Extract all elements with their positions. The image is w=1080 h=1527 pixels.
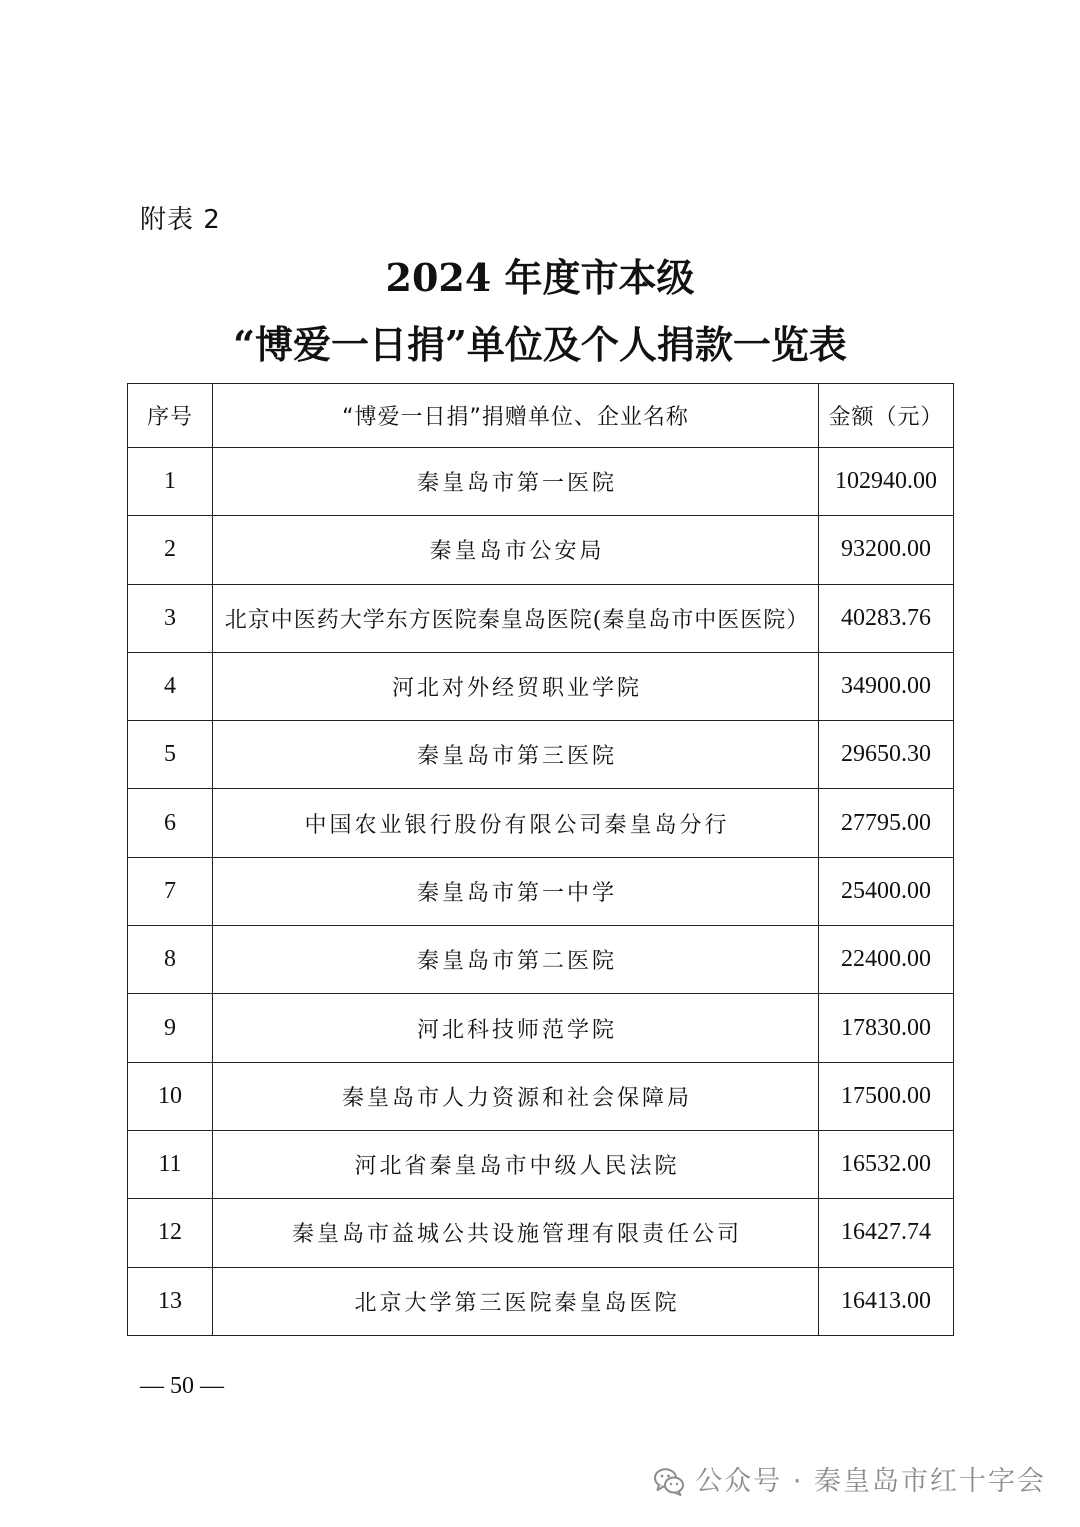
table-row [128,516,954,584]
donation-amount: 16413.00 [819,1267,954,1335]
page-title-line-1: 2024 年度市本级 [385,255,695,300]
watermark-text: 公众号 · 秦皇岛市红十字会 [695,1466,1046,1497]
donor-name: 河北对外经贸职业学院 [391,676,642,702]
table-row [128,789,954,857]
donor-name-cell [213,1199,819,1267]
appendix-label: 附表 2 [140,205,221,235]
serial-number: 3 [128,584,213,652]
donor-name: 河北科技师范学院 [416,1017,617,1043]
serial-number: 5 [128,721,213,789]
donation-amount: 27795.00 [819,789,954,857]
table-row [128,994,954,1062]
donation-amount: 16532.00 [819,1130,954,1198]
donor-name-cell [213,448,819,516]
table-row [128,857,954,925]
page-title-line-2: “博爱一日捐”单位及个人捐款一览表 [233,322,847,367]
serial-number: 9 [128,994,213,1062]
donation-amount: 29650.30 [819,721,954,789]
donor-name: 北京中医药大学东方医院秦皇岛医院(秦皇岛市中医医院） [224,607,810,633]
donation-table [127,383,954,1336]
serial-number: 2 [128,516,213,584]
table-row [128,926,954,994]
donor-name: 河北省秦皇岛市中级人民法院 [354,1154,680,1180]
serial-number: 13 [128,1267,213,1335]
serial-number: 6 [128,789,213,857]
column-header-donor-name: “博爱一日捐”捐赠单位、企业名称 [213,384,819,448]
column-header-amount: 金额（元） [819,384,954,448]
donor-name-cell [213,1062,819,1130]
donor-name: 秦皇岛市人力资源和社会保障局 [341,1085,692,1111]
table-row [128,1062,954,1130]
donor-name-cell [213,652,819,720]
donation-amount: 22400.00 [819,926,954,994]
watermark [653,1462,1046,1502]
donor-name: 秦皇岛市益城公共设施管理有限责任公司 [291,1222,742,1248]
donor-name-cell [213,994,819,1062]
donor-name: 秦皇岛市第三医院 [416,744,617,770]
donor-name-cell [213,789,819,857]
serial-number: 11 [128,1130,213,1198]
serial-number: 12 [128,1199,213,1267]
serial-number: 7 [128,857,213,925]
donor-name-cell [213,721,819,789]
donor-name: 秦皇岛市第一中学 [416,880,617,906]
donation-amount: 16427.74 [819,1199,954,1267]
donor-name: 北京大学第三医院秦皇岛医院 [354,1290,680,1316]
serial-number: 10 [128,1062,213,1130]
donation-amount: 25400.00 [819,857,954,925]
table-row [128,1267,954,1335]
donor-name: 中国农业银行股份有限公司秦皇岛分行 [304,812,730,838]
table-row [128,584,954,652]
table-row [128,1199,954,1267]
donor-name-cell [213,1267,819,1335]
serial-number: 1 [128,448,213,516]
serial-number: 4 [128,652,213,720]
donor-name-cell [213,1130,819,1198]
donor-name: 秦皇岛市第一医院 [416,471,617,497]
wechat-icon [653,1467,685,1497]
table-row [128,652,954,720]
table-row [128,721,954,789]
donor-name-cell [213,516,819,584]
donation-amount: 93200.00 [819,516,954,584]
page-number: — 50 — [140,1373,224,1399]
donation-amount: 102940.00 [819,448,954,516]
donation-amount: 17830.00 [819,994,954,1062]
serial-number: 8 [128,926,213,994]
donor-name-cell [213,926,819,994]
table-row [128,1130,954,1198]
donor-name-cell [213,584,819,652]
table-row [128,448,954,516]
donor-name-cell [213,857,819,925]
donation-amount: 17500.00 [819,1062,954,1130]
donation-amount: 40283.76 [819,584,954,652]
donor-name: 秦皇岛市第二医院 [416,949,617,975]
column-header-serial: 序号 [128,384,213,448]
donor-name: 秦皇岛市公安局 [429,539,605,565]
donation-amount: 34900.00 [819,652,954,720]
table-header-row [128,384,954,448]
